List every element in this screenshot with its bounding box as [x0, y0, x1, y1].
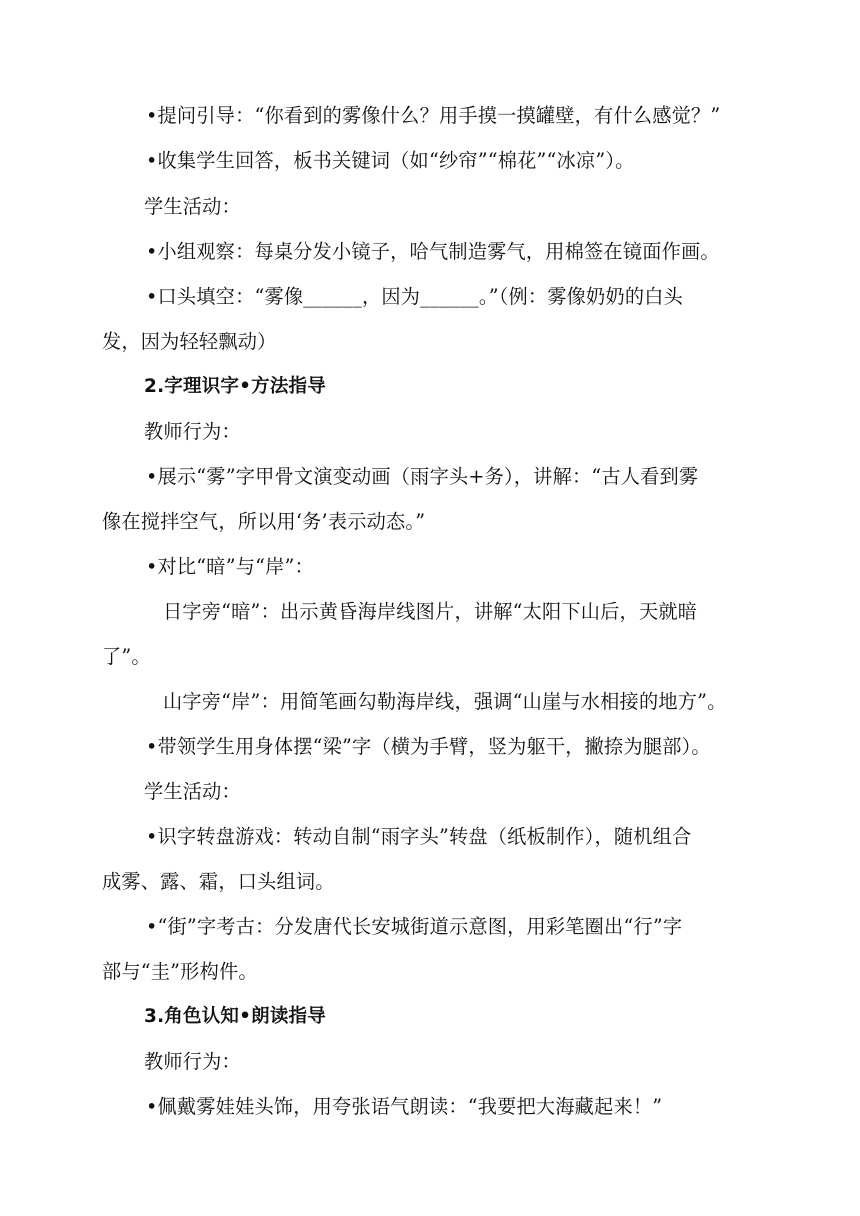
text-line: [0, 867, 860, 897]
section-heading: 3.角色认知•朗读指导: [144, 1006, 326, 1027]
bullet-item: •提问引导：“你看到的雾像什么？用手摸一摸罐壁，有什么感觉？”: [146, 104, 721, 127]
section-label: 学生活动：: [144, 195, 241, 218]
bullet-item: •带领学生用身体摆“梁”字（横为手臂，竖为躯干，撇捺为腿部）。: [146, 735, 711, 758]
text-line: [0, 957, 860, 987]
continuation-text: 部与“圭”形构件。: [102, 960, 258, 983]
text-line: [0, 552, 860, 582]
text-line: [0, 327, 860, 357]
continuation-text: 像在搅拌空气，所以用‘务’表示动态。”: [102, 510, 426, 533]
bullet-item: •对比“暗”与“岸”：: [146, 555, 314, 578]
text-line: [0, 777, 860, 807]
text-line: [0, 1092, 860, 1122]
continuation-text: 发，因为轻轻飘动）: [102, 330, 277, 353]
text-line: [0, 642, 860, 672]
text-line: [0, 1047, 860, 1077]
text-line: [0, 192, 860, 222]
bullet-item: •展示“雾”字甲骨文演变动画（雨字头+务），讲解：“古人看到雾: [146, 465, 699, 488]
text-line: [0, 417, 860, 447]
section-heading: 2.字理识字•方法指导: [144, 376, 326, 397]
continuation-text: 了”。: [102, 645, 151, 668]
text-line: [0, 732, 860, 762]
indented-text: 日字旁“暗”：出示黄昏海岸线图片，讲解“太阳下山后，天就暗: [163, 600, 698, 623]
indented-text: 山字旁“岸”：用简笔画勾勒海岸线，强调“山崖与水相接的地方”。: [163, 690, 727, 713]
text-line: [0, 462, 860, 492]
continuation-text: 成雾、露、霜，口头组词。: [102, 870, 335, 893]
bullet-item: •“街”字考古：分发唐代长安城街道示意图，用彩笔圈出“行”字: [146, 915, 683, 938]
text-line: [0, 597, 860, 627]
text-line: [0, 237, 860, 267]
text-line: [0, 822, 860, 852]
text-line: [0, 1002, 860, 1032]
bullet-item: •佩戴雾娃娃头饰，用夸张语气朗读：“我要把大海藏起来！”: [146, 1095, 663, 1118]
text-line: [0, 687, 860, 717]
section-label: 学生活动：: [144, 780, 241, 803]
text-line: [0, 101, 860, 131]
text-line: [0, 282, 860, 312]
bullet-item: •小组观察：每桌分发小镜子，哈气制造雾气，用棉签在镜面作画。: [146, 240, 720, 263]
section-label: 教师行为：: [144, 420, 241, 443]
bullet-item: •识字转盘游戏：转动自制“雨字头”转盘（纸板制作），随机组合: [146, 825, 692, 848]
bullet-item: •口头填空：“雾像______，因为______。”（例：雾像奶奶的白头: [146, 285, 683, 308]
text-line: [0, 912, 860, 942]
section-label: 教师行为：: [144, 1050, 241, 1073]
text-line: [0, 146, 860, 176]
bullet-item: •收集学生回答，板书关键词（如“纱帘”“棉花”“冰凉”）。: [146, 149, 635, 172]
text-line: [0, 507, 860, 537]
text-line: [0, 372, 860, 402]
